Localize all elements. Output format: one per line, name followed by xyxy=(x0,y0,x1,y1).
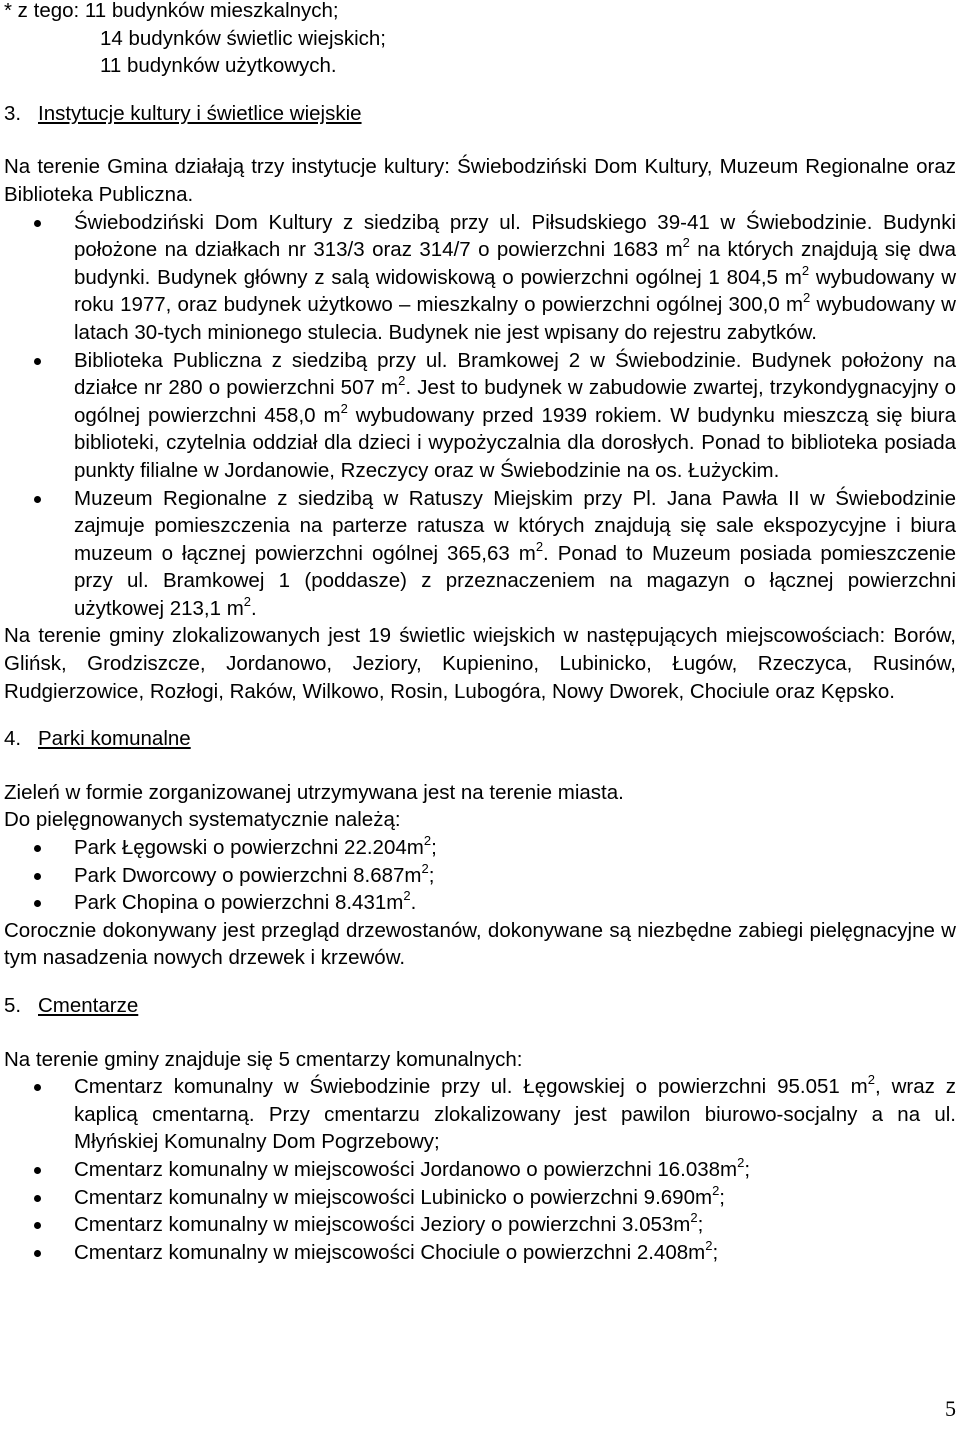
list-item-biblioteka xyxy=(4,347,956,485)
superscript: 2 xyxy=(801,262,810,278)
park-end: . xyxy=(410,891,417,915)
section-4-title: Parki komunalne xyxy=(38,727,191,751)
cemetery-text-b: , wraz z kaplicą cmentarną. Przy cmentarzu zlokalizowany jest pawilon biurowo-socjalny a na ul. Młyńskiej Komunalny Dom Pogrzebowy; xyxy=(74,1075,956,1154)
superscript: 2 xyxy=(712,1182,720,1198)
list-item-muzeum xyxy=(4,485,956,623)
section-3-intro: Na terenie Gmina działają trzy instytucje kultury: Świebodziński Dom Kultury, Muzeum Regionalne oraz Biblioteka Publiczna. xyxy=(4,155,956,206)
cemetery-text-a: Cmentarz komunalny w Świebodzinie przy ul. Łęgowskiej o powierzchni 95.051 m xyxy=(74,1075,868,1099)
superscript: 2 xyxy=(737,1154,745,1170)
cemeteries-list xyxy=(4,1073,956,1266)
cemetery-end: ; xyxy=(697,1213,704,1237)
institution-list xyxy=(4,209,956,623)
list-item-cemetery xyxy=(4,1073,956,1156)
intro-line-3: 11 budynków użytkowych. xyxy=(100,54,337,78)
section-5-title: Cmentarze xyxy=(38,994,139,1017)
section-5-number: 5. xyxy=(4,994,22,1017)
cemetery-text: Cmentarz komunalny w miejscowości Jordanowo o powierzchni 16.038m xyxy=(74,1157,738,1181)
superscript: 2 xyxy=(690,1210,698,1226)
dom-kultury-text-a: Świebodziński Dom Kultury z siedzibą przy ul. Piłsudskiego 39-41 w Świebodzinie. Budynki położone na działkach nr 313/3 oraz 314/7 o powierzchni 1683 m xyxy=(74,210,956,262)
parks-line-2: Do pielęgnowanych systematycznie należą: xyxy=(4,808,401,832)
section-3-heading xyxy=(4,100,956,128)
swietlice-paragraph: Na terenie gminy zlokalizowanych jest 19 świetlic wiejskich w następujących miejscowościach: Borów, Glińsk, Grodziszcze, Jordanowo, Jeziory, Kupienino, Lubinicko, Ługów, Rzeczyca, Rusinów, Rudgierzowice, Rozłogi, Raków, Wilkowo, Rosin, Lubogóra, Nowy Dworek, Chociule oraz Kępsko. xyxy=(4,624,956,703)
muzeum-text-a: Muzeum Regionalne z siedzibą w Ratuszy Miejskim przy Pl. Jana Pawła II w Świebodzinie zajmuje pomieszczenia na parterze ratusza w których znajdują się sale ekspozycyjne i biura muzeum o łącznej powierzchni ogólnej 365,63 m xyxy=(74,486,956,565)
section-4-heading xyxy=(4,725,956,753)
list-item-cemetery xyxy=(4,1156,956,1184)
biblioteka-text-b: . Jest to budynek w zabudowie zwartej, trzykondygnacyjny o ogólnej powierzchni 458,0 m xyxy=(74,376,956,427)
section-5-heading xyxy=(4,992,956,1020)
section-4-number: 4. xyxy=(4,727,22,751)
superscript: 2 xyxy=(421,860,429,876)
list-item-cemetery xyxy=(4,1239,956,1267)
list-item-cemetery xyxy=(4,1184,956,1212)
intro-line-1: * z tego: 11 budynków mieszkalnych; xyxy=(4,0,339,22)
park-text: Park Dworcowy o powierzchni 8.687m xyxy=(74,863,422,887)
parks-closing: Corocznie dokonywany jest przegląd drzewostanów, dokonywane są niezbędne zabiegi pielęgnacyjne w tym nasadzenia nowych drzewek i krzewów. xyxy=(4,918,956,970)
park-text: Park Chopina o powierzchni 8.431m xyxy=(74,891,404,915)
document-page xyxy=(4,0,956,1266)
muzeum-text-c: . xyxy=(251,596,257,620)
cemetery-text: Cmentarz komunalny w miejscowości Chociule o powierzchni 2.408m xyxy=(74,1240,706,1264)
cemeteries-intro: Na terenie gminy znajduje się 5 cmentarzy komunalnych: xyxy=(4,1047,523,1071)
list-item-park xyxy=(4,889,956,917)
page-number: 5 xyxy=(945,1396,956,1422)
dom-kultury-text-b: na których znajdują się dwa budynki. Budynek główny z salą widowiskową o powierzchni ogólnej 1 804,5 m xyxy=(74,238,957,289)
biblioteka-text-a: Biblioteka Publiczna z siedzibą przy ul. Bramkowej 2 w Świebodzinie. Budynek położony na działce nr 280 o powierzchni 507 m xyxy=(74,348,956,400)
superscript: 2 xyxy=(867,1072,875,1088)
parks-line-1: Zieleń w formie zorganizowanej utrzymywana jest na terenie miasta. xyxy=(4,780,624,804)
superscript: 2 xyxy=(682,235,690,251)
superscript: 2 xyxy=(705,1237,713,1253)
cemetery-end: ; xyxy=(744,1157,751,1181)
park-end: ; xyxy=(428,863,435,887)
superscript: 2 xyxy=(535,538,544,554)
parks-list xyxy=(4,834,956,917)
biblioteka-text-c: wybudowany przed 1939 rokiem. W budynku mieszczą się biura biblioteki, czytelnia oddział dla dzieci i wypożyczalnia dla dorosłych. Ponad to biblioteka posiada punkty filialne w Jordanowie, Rzeczycy oraz w Świebodzinie na os. Łużyckim. xyxy=(74,403,956,482)
superscript: 2 xyxy=(403,888,411,904)
muzeum-text-b: . Ponad to Muzeum posiada pomieszczenie przy ul. Bramkowej 1 (poddasze) z przeznaczeniem na magazyn o łącznej powierzchni użytkowej 213,1 m xyxy=(74,541,956,620)
intro-line-2: 14 budynków świetlic wiejskich; xyxy=(100,26,386,50)
cemetery-text: Cmentarz komunalny w miejscowości Jeziory o powierzchni 3.053m xyxy=(74,1213,691,1237)
cemetery-end: ; xyxy=(719,1185,725,1209)
section-3-title: Instytucje kultury i świetlice wiejskie xyxy=(38,101,362,125)
superscript: 2 xyxy=(398,373,406,389)
superscript: 2 xyxy=(423,833,432,849)
dom-kultury-text-d: wybudowany w latach 30-tych minionego stulecia. Budynek nie jest wpisany do rejestru zabytków. xyxy=(74,293,956,344)
list-item-park xyxy=(4,834,956,862)
list-item-park xyxy=(4,862,956,890)
park-text: Park Łęgowski o powierzchni 22.204m xyxy=(74,836,424,860)
dom-kultury-text-c: wybudowany w roku 1977, oraz budynek użytkowo – mieszkalny o powierzchni ogólnej 300,0 m xyxy=(74,265,956,317)
cemetery-end: ; xyxy=(712,1240,719,1264)
list-item-cemetery xyxy=(4,1211,956,1239)
park-end: ; xyxy=(431,836,437,860)
list-item-dom-kultury xyxy=(4,209,956,347)
superscript: 2 xyxy=(243,593,252,609)
superscript: 2 xyxy=(340,400,348,416)
cemetery-text: Cmentarz komunalny w miejscowości Lubinicko o powierzchni 9.690m xyxy=(74,1185,713,1209)
superscript: 2 xyxy=(803,290,811,306)
section-3-number: 3. xyxy=(4,101,22,125)
